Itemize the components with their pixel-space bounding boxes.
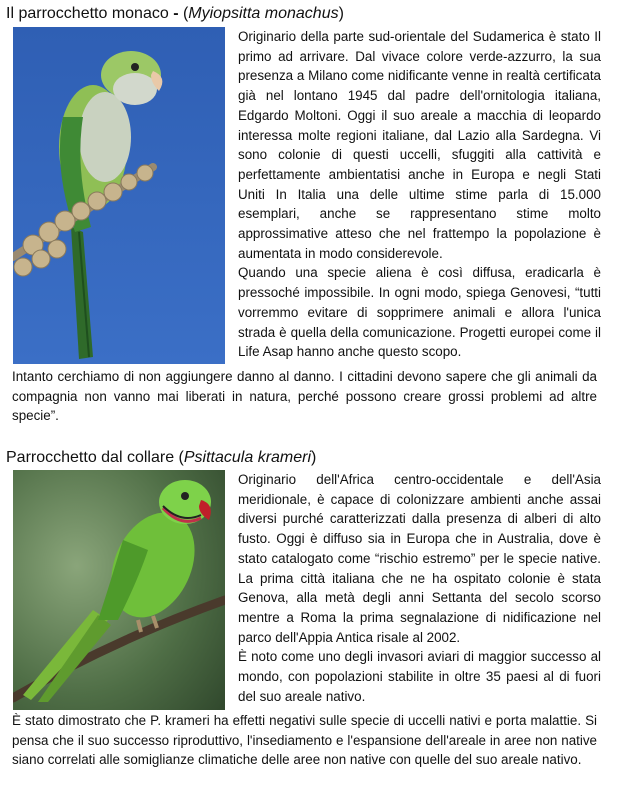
paragraph: Quando una specie aliena è così diffusa, eradicarla è pressoché impossibile. In ogni modo, spiega Genovesi, “tutti vorremmo evitare di sopprimere animali e allora l'unica strada è quella della comunicazione. Progetti europei come il Life Asap hanno anche questo scopo.	[238, 265, 601, 360]
rose-ringed-parakeet-illustration	[13, 470, 225, 710]
scientific-name: Psittacula krameri	[183, 449, 312, 466]
paren-close: )	[311, 449, 317, 466]
monk-parakeet-illustration	[13, 27, 225, 364]
monk-parakeet-photo	[13, 27, 225, 364]
full-width-paragraph: È stato dimostrato che P. krameri ha effetti negativi sulle specie di uccelli nativi e porta malattie. Si pensa che il suo successo riproduttivo, l'insediamento e l'espansione dell'areale in aree non native siano correlati alle somiglianze climatiche delle aree non native con quelle del suo areale nativo.	[12, 713, 597, 768]
paragraph: Originario dell'Africa centro-occidentale e dell'Asia meridionale, è capace di colonizzare ambienti anche assai diversi purché caratterizzati dalla presenza di alberi di alto fusto. Oggi è diffuso sia in Europa che in Australia, dove è stato catalogato come “rischio estremo” per le specie native. La prima città italiana che ne ha ospitato colonie è stata Genova, alla metà degli anni Settanta del secolo scorso mentre a Roma la prima segnalazione di nidificazione nel parco dell'Appia Antica risale al 2002.	[238, 472, 601, 645]
title-dash: -	[168, 5, 183, 22]
paragraph: È noto come uno degli invasori aviari di maggior successo al mondo, con popolazioni stabilite in oltre 35 paesi al di fuori del suo areale nativo.	[238, 649, 601, 704]
common-name: Parrocchetto dal collare	[6, 449, 175, 466]
paren-close: )	[338, 5, 344, 22]
side-text	[238, 470, 601, 706]
side-text	[238, 27, 601, 362]
paragraph: Originario della parte sud-orientale del Sudamerica è stato Il primo ad arrivare. Dal vivace colore verde-azzurro, la sua presenza a Milano come nidificante venne in realtà certificata già nel lontano 1945 dal padre dell'ornitologia italiana, Edgardo Moltoni. Oggi il suo areale a macchia di leopardo interessa molte regioni italiane, dal Lazio alla Sardegna. Vi sono colonie di questi uccelli, sfuggiti alla cattività e perfettamente ambientatisi anche in Europa e negli Stati Uniti In Italia una delle ultime stime parla di 15.000 esemplari, anche se rappresentano stime molto approssimative atteso che nel frattempo la popolazione è aumentata in modo considerevole.	[238, 29, 601, 261]
section-title	[6, 4, 344, 24]
section-title	[6, 448, 316, 468]
full-width-paragraph: Intanto cerchiamo di non aggiungere danno al danno. I cittadini devono sapere che gli animali da compagnia non vanno mai liberati in natura, perché possono creare grossi problemi ad altre specie”.	[12, 369, 597, 424]
common-name: Il parrocchetto monaco	[6, 5, 169, 22]
paren-open: (	[182, 5, 189, 22]
rose-ringed-parakeet-photo	[13, 470, 225, 710]
paren-open: (	[174, 449, 184, 466]
scientific-name: Myiopsitta monachus	[188, 5, 339, 22]
